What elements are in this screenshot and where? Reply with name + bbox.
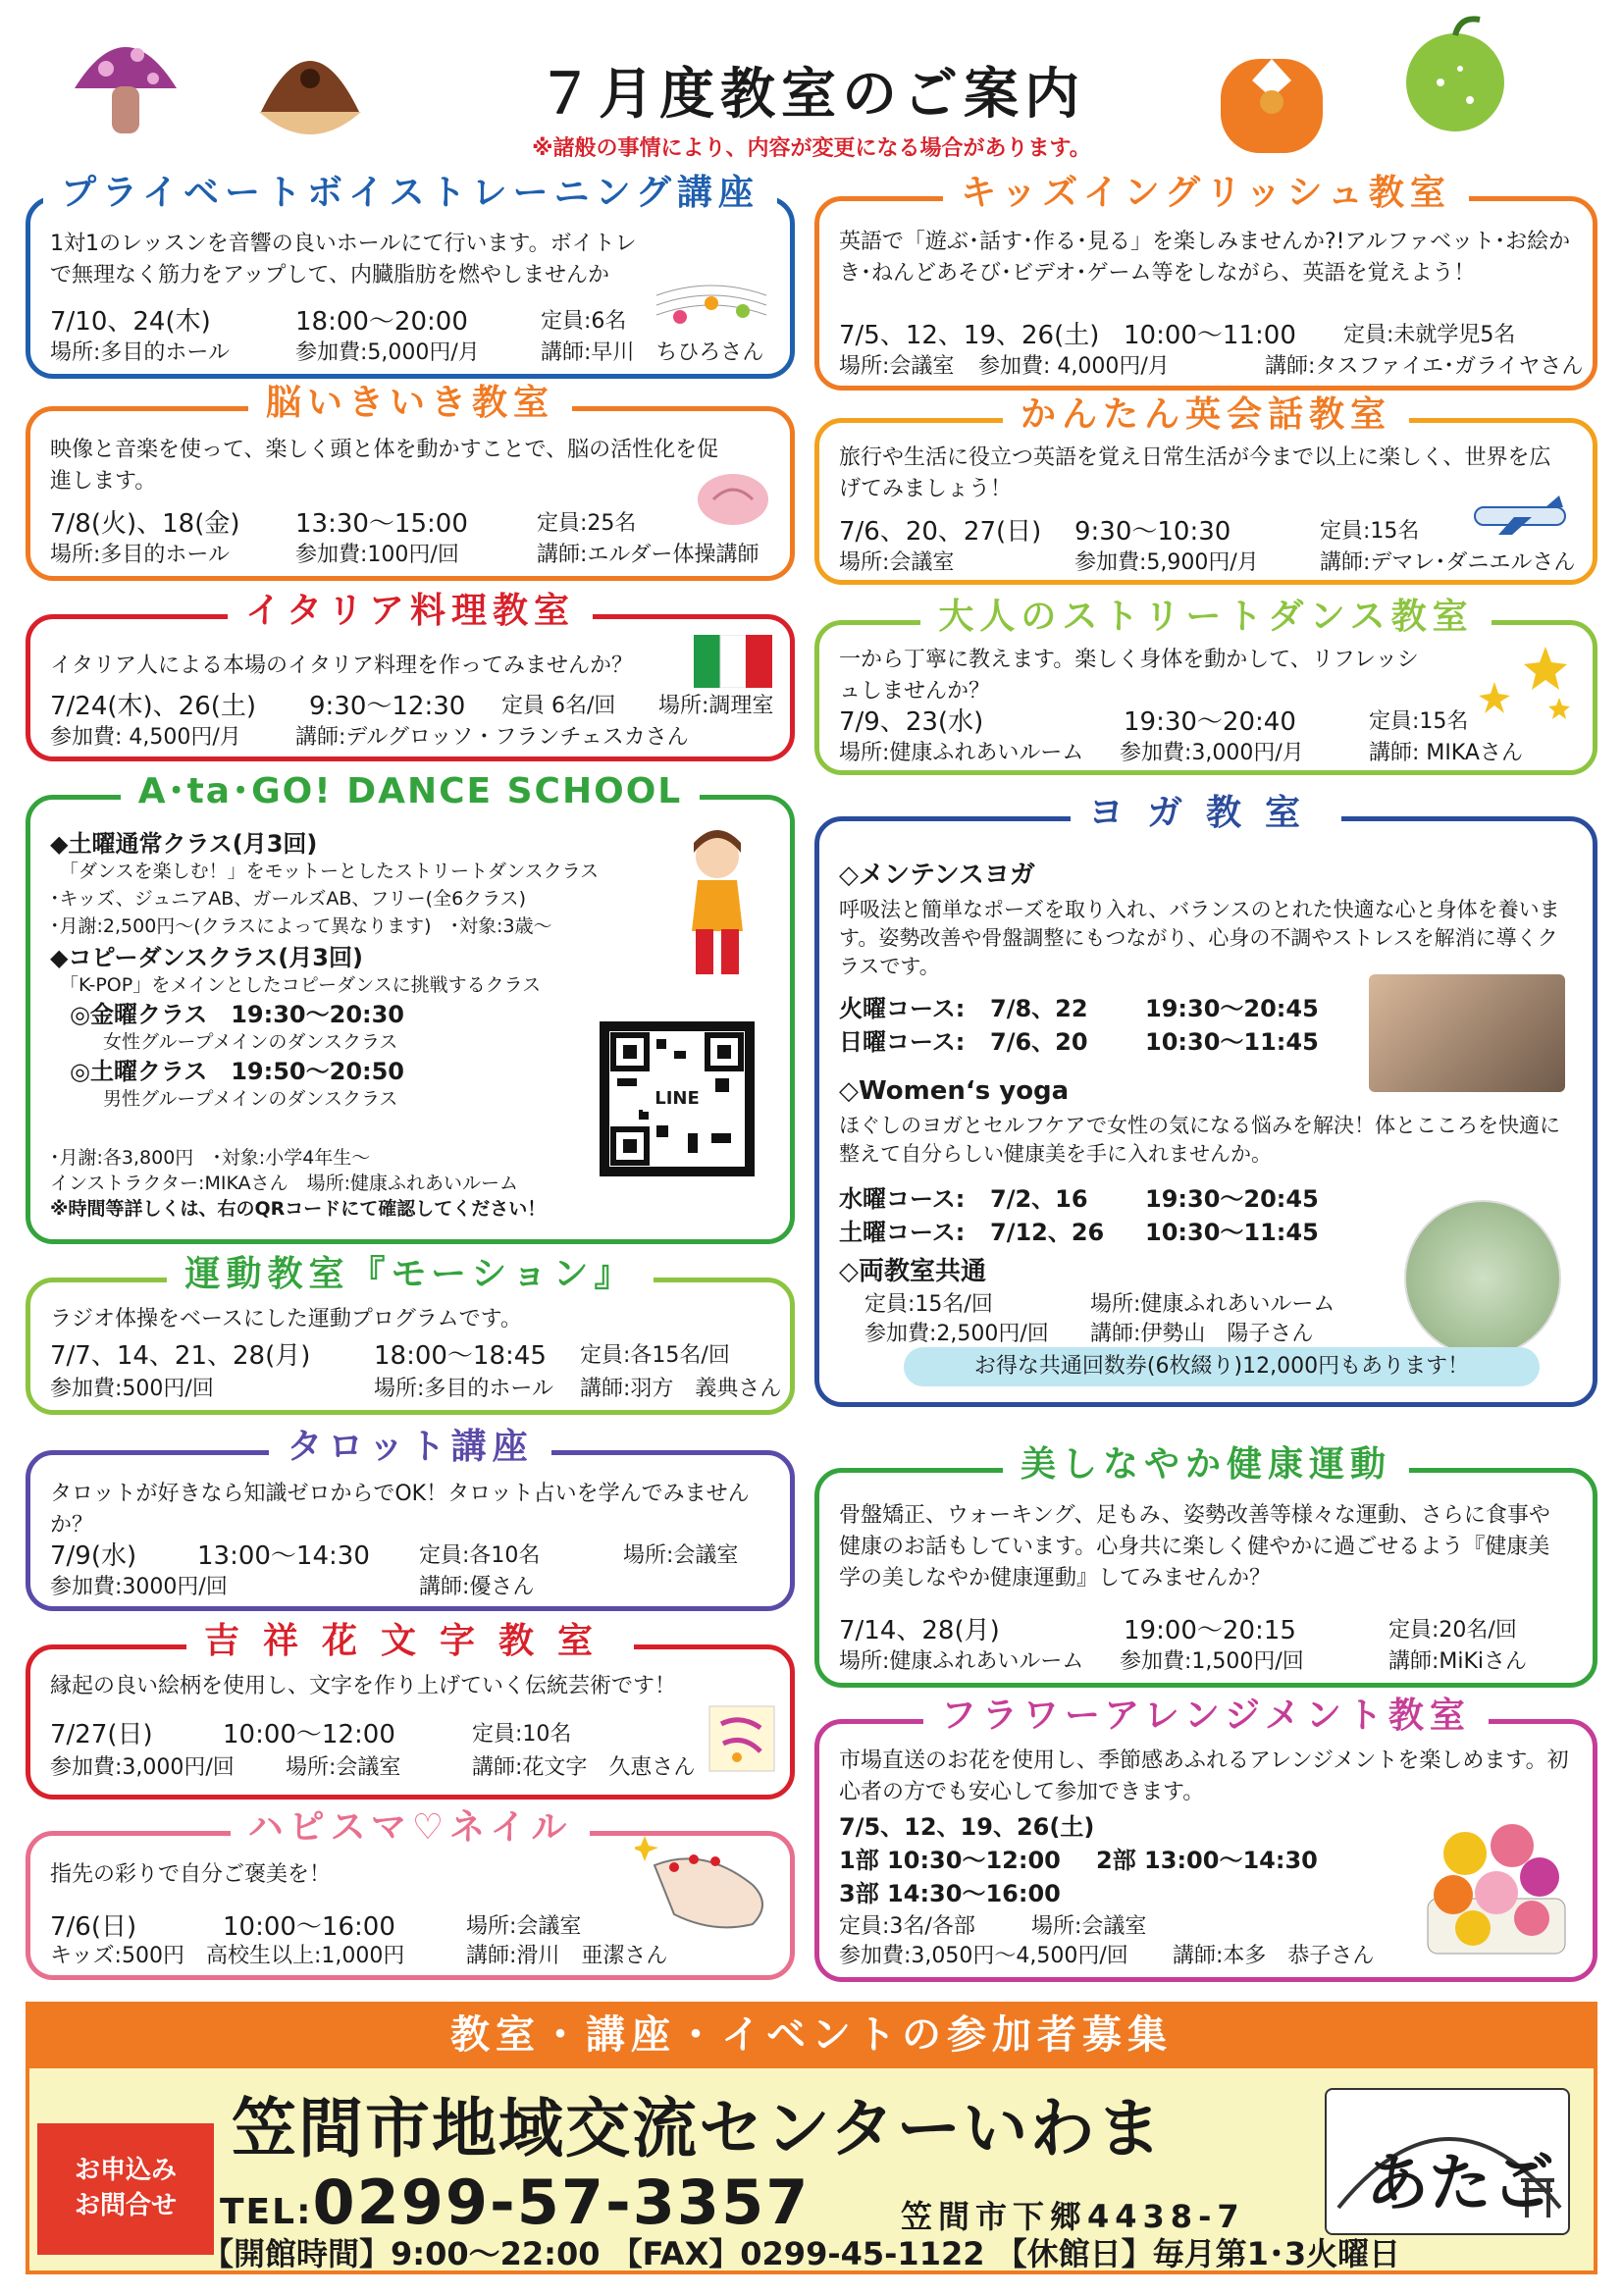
yoga-saturday-time: 10:30～11:45 [1145,1219,1319,1246]
motion-class-time: 18:00～18:45 [374,1341,547,1371]
kids-english-time: 10:00～11:00 [1124,321,1296,350]
yoga-maintenance-text: 呼吸法と簡単なポーズを取り入れ、バランスのとれた快適な心と身体を養います。姿勢改善や骨盤調整にもつながり、心身の不調やストレスを解消に導くクラスです。 [839,898,1560,978]
flower-session-3: 3部 14:30～16:00 [839,1880,1061,1907]
hanamoji-class-card [26,1621,795,1800]
kids-english-text: 英語で「遊ぶ･話す･作る･見る」を楽しみませんか?!アルファベット･お絵かき･ねんどあそび･ビデオ･ゲーム等をしながら、英語を覚えよう！ [839,230,1571,286]
open-hours-label: 【開館時間】 [202,2235,392,2272]
health-exercise-date: 7/14、28(月) [839,1616,1000,1645]
dance-fee: ･月謝:各3,800円 ･対象:小学4年生～ [50,1147,371,1169]
dance-saturday-desc: 男性グループメインのダンスクラス [103,1088,398,1110]
hanamoji-class-text: 縁起の良い絵柄を使用し、文字を作り上げていく伝統芸術です！ [50,1674,677,1698]
tel-value: 0299-57-3357 [312,2166,811,2238]
motion-class-text: ラジオ体操をベースにした運動プログラムです。 [50,1307,522,1331]
yoga-sunday-time: 10:30～11:45 [1145,1028,1319,1056]
brain-class-card [26,383,795,581]
womens-yoga-text: ほぐしのヨガとセルフケアで女性の気になる悩みを解決！体とこころを快適に整えて自分らしい健康美を手に入れませんか。 [839,1114,1560,1166]
nail-class-title: ハピスマ♡ネイル [231,1807,591,1848]
health-exercise-text: 骨盤矯正、ウォーキング、足もみ、姿勢改善等様々な運動、さらに食事や健康のお話もしています。心身共に楽しく健やかに過ごせるよう『健康美学の美しなやか健康運動』してみませんか？ [839,1503,1550,1591]
yoga-tuesday-time: 19:30～20:45 [1145,995,1319,1022]
airplane-icon [1469,494,1573,537]
voice-training-time: 18:00～20:00 [295,307,468,337]
nail-class-date: 7/6(日) [50,1912,137,1942]
yoga-tuesday-dates: 7/8、22 [990,995,1088,1022]
tarot-class-capacity: 定員:各10名 [419,1543,541,1568]
center-name: 笠間市地域交流センターいわま [232,2091,1164,2166]
english-conversation-card [814,394,1597,585]
dance-school-title: A･ta･GO! DANCE SCHOOL [121,771,701,811]
qr-line-label: LINE [643,1086,711,1112]
health-exercise-teacher: 講師:MiKiさん [1388,1649,1528,1674]
center-address: 笠間市下郷4438-7 [901,2198,1245,2235]
tarot-class-fee: 参加費:3000円/回 [50,1575,228,1599]
dance-copy-heading: ◆コピーダンスクラス(月3回) [50,944,363,971]
music-notes-icon [653,266,770,335]
street-dance-time: 19:30～20:40 [1124,707,1296,737]
english-conversation-date: 7/6、20、27(日) [839,517,1042,547]
english-conversation-text: 旅行や生活に役立つ英語を覚え日常生活が今まで以上に楽しく、世界を広げてみましょう！ [839,445,1551,501]
womens-yoga-heading: ◇Women‘s yoga [839,1076,1070,1106]
voice-training-place: 場所:多目的ホール [50,340,230,365]
dance-regular-line3: ･月謝:2,500円～(クラスによって異なります) ･対象:3歳～ [50,915,552,937]
voice-training-fee: 参加費:5,000円/月 [295,340,480,365]
hanamoji-class-teacher: 講師:花文字 久恵さん [472,1755,696,1780]
recruitment-banner: 教室・講座・イベントの参加者募集 [26,2002,1597,2068]
dance-saturday-class: ◎土曜クラス 19:50～20:50 [70,1058,405,1085]
dance-regular-heading: ◆土曜通常クラス(月3回) [50,830,318,858]
motion-class-date: 7/7、14、21、28(月) [50,1341,311,1371]
contact-label-apply: お申込み [74,2156,177,2185]
kids-english-title: キッズイングリッシュ教室 [943,173,1469,213]
motion-class-capacity: 定員:各15名/回 [580,1343,730,1368]
flower-arrangement-date: 7/5、12、19、26(土) [839,1813,1095,1841]
dance-regular-line2: ･キッズ、ジュニアAB、ガールズAB、フリー(全6クラス) [50,888,527,910]
street-dance-title: 大人のストリートダンス教室 [920,597,1491,637]
italian-cooking-place: 場所:調理室 [658,694,774,718]
kids-english-place: 場所:会議室 [839,354,955,379]
brain-class-fee: 参加費:100円/回 [295,543,459,567]
mushroom-icon [67,26,184,139]
hanamoji-class-date: 7/27(日) [50,1720,153,1749]
yoga-sunday-dates: 7/6、20 [990,1028,1088,1056]
health-exercise-title: 美しなやか健康運動 [1003,1444,1409,1485]
flower-session-2: 2部 13:00～14:30 [1096,1847,1318,1874]
dance-instructor: インストラクター:MIKAさん 場所:健康ふれあいルーム [50,1173,518,1194]
english-conversation-time: 9:30～10:30 [1074,517,1231,547]
nail-class-fee: キッズ:500円 高校生以上:1,000円 [50,1944,405,1968]
hanamoji-class-place: 場所:会議室 [286,1755,401,1780]
yoga-wednesday-dates: 7/2、16 [990,1185,1088,1213]
contact-label-inquiry: お問合せ [74,2191,177,2220]
yoga-common-heading: ◇両教室共通 [839,1257,986,1286]
nail-class-card [26,1807,795,1980]
dance-copy-line: 「K-POP」をメインとしたコピーダンスに挑戦するクラス [60,974,542,996]
hanamoji-class-fee: 参加費:3,000円/回 [50,1755,235,1780]
street-dance-teacher: 講師: MIKAさん [1369,741,1523,765]
motion-class-fee: 参加費:500円/回 [50,1377,214,1401]
flower-session-1: 1部 10:30～12:00 [839,1847,1061,1874]
tarot-class-text: タロットが好きなら知識ゼロからでOK！タロット占いを学んでみませんか？ [50,1482,750,1538]
hanamoji-class-capacity: 定員:10名 [472,1722,572,1747]
dance-friday-desc: 女性グループメインのダンスクラス [103,1031,398,1053]
yoga-capacity: 定員:15名/回 [864,1292,993,1317]
yoga-wednesday-label: 水曜コース: [839,1185,966,1213]
voice-training-date: 7/10、24(木) [50,307,211,337]
nail-class-time: 10:00～16:00 [223,1912,395,1942]
atago-logo [1325,2088,1570,2235]
nail-class-teacher: 講師:滑川 亜潔さん [466,1944,668,1968]
italian-cooking-teacher: 講師:デルグロッソ・フランチェスカさん [295,725,689,750]
voice-training-card [26,173,795,379]
motion-class-teacher: 講師:羽方 義典さん [580,1377,782,1401]
change-notice: ※諸般の事情により、内容が変更になる場合があります。 [532,136,1091,161]
yoga-class-title: ヨガ教室 [1071,793,1341,833]
flower-capacity: 定員:3名/各部 [839,1914,975,1939]
tarot-class-teacher: 講師:優さん [419,1575,535,1599]
brain-class-time: 13:30～15:00 [295,509,468,539]
voice-training-title: プライベートボイストレーニング講座 [43,173,777,213]
fax-number: 0299-45-1122 [740,2235,985,2272]
italian-cooking-card [26,591,795,761]
health-exercise-place: 場所:健康ふれあいルーム [839,1649,1084,1674]
english-conversation-title: かんたん英会話教室 [1003,394,1409,435]
hanamoji-artwork-icon [707,1704,776,1773]
motion-class-card [26,1254,795,1415]
hanamoji-class-time: 10:00～12:00 [223,1720,395,1749]
flower-arrangement-text: 市場直送のお花を使用し、季節感あふれるアレンジメントを楽しめます。初心者の方でも安心して参加できます。 [839,1748,1569,1804]
flower-bouquet-icon [1418,1804,1575,1961]
italian-cooking-capacity: 定員 6名/回 [501,694,616,718]
brain-class-teacher: 講師:エルダー体操講師 [537,543,759,567]
brain-class-text: 映像と音楽を使って、楽しく頭と体を動かすことで、脳の活性化を促進します。 [50,438,719,494]
yoga-coupon-banner: お得な共通回数券(6枚綴り)12,000円もあります！ [904,1347,1540,1386]
kids-english-teacher: 講師:タスファイエ･ガライヤさん [1265,354,1584,379]
street-dance-text: 一から丁寧に教えます。楽しく身体を動かして、リフレッシュしませんか？ [839,648,1419,704]
tarot-class-date: 7/9(水) [50,1541,137,1571]
yoga-saturday-dates: 7/12、26 [990,1219,1105,1246]
yoga-class-card [814,793,1597,1407]
flower-arrangement-title: フラワーアレンジメント教室 [923,1696,1489,1736]
english-conversation-teacher: 講師:デマレ･ダニエルさん [1320,550,1576,575]
tarot-class-place: 場所:会議室 [623,1543,739,1568]
yoga-tuesday-label: 火曜コース: [839,995,966,1022]
chestnut-icon [251,39,369,147]
english-conversation-fee: 参加費:5,900円/月 [1074,550,1259,575]
dancer-girl-icon [658,823,776,980]
yoga-teacher: 講師:伊勢山 陽子さん [1090,1322,1314,1346]
voice-training-capacity: 定員:6名 [541,309,627,334]
italian-cooking-text: イタリア人による本場のイタリア料理を作ってみませんか？ [50,653,634,678]
street-dance-card [814,597,1597,775]
brain-class-date: 7/8(火)、18(金) [50,509,240,539]
opening-info [29,2229,1601,2274]
street-dance-fee: 参加費:3,000円/月 [1120,741,1304,765]
closed-day: 毎月第1･3火曜日 [1152,2235,1401,2272]
flower-arrangement-card [814,1696,1597,1982]
yoga-class-photo [1369,974,1565,1092]
italian-cooking-date: 7/24(木)、26(土) [50,692,257,721]
brain-class-capacity: 定員:25名 [537,511,637,536]
flower-teacher: 講師:本多 恭子さん [1173,1944,1375,1968]
hanamoji-class-title: 吉祥花文字教室 [186,1621,634,1661]
yoga-wednesday-time: 19:30～20:45 [1145,1185,1319,1213]
dance-regular-line1: 「ダンスを楽しむ！」をモットーとしたストリートダンスクラス [60,861,600,882]
flower-place: 場所:会議室 [1031,1914,1147,1939]
street-dance-date: 7/9、23(水) [839,707,984,737]
stars-icon [1471,643,1579,725]
apple-icon [1401,14,1509,135]
brain-class-place: 場所:多目的ホール [50,543,230,567]
tarot-class-time: 13:00～14:30 [197,1541,370,1571]
yoga-place: 場所:健康ふれあいルーム [1090,1292,1335,1317]
street-dance-place: 場所:健康ふれあいルーム [839,741,1084,765]
street-dance-capacity: 定員:15名 [1369,709,1469,734]
voice-training-text: 1対1のレッスンを音響の良いホールにて行います。ボイトレで無理なく筋力をアップして、内臓脂肪を燃やしませんか [50,232,637,287]
italian-cooking-time: 9:30～12:30 [309,692,466,721]
tarot-class-card [26,1427,795,1611]
brain-class-title: 脳いきいき教室 [248,383,572,423]
motion-class-place: 場所:多目的ホール [374,1377,553,1401]
page-title: ７月度教室のご案内 [538,63,1085,127]
health-exercise-time: 19:00～20:15 [1124,1616,1296,1645]
italian-cooking-fee: 参加費: 4,500円/月 [50,725,241,750]
flower-fee: 参加費:3,050円～4,500円/回 [839,1944,1128,1968]
open-hours: 9:00～22:00 [391,2235,601,2272]
italy-flag-icon [694,635,772,688]
kids-english-capacity: 定員:未就学児5名 [1343,323,1516,347]
italian-cooking-title: イタリア料理教室 [228,591,593,631]
health-exercise-card [814,1444,1597,1688]
persimmon-icon [1213,51,1331,159]
contact-footer [26,2068,1597,2274]
yoga-maintenance-heading: ◇メンテンスヨガ [839,861,1035,890]
motion-class-title: 運動教室『モーション』 [167,1254,653,1294]
kids-english-fee: 参加費: 4,000円/月 [978,354,1170,379]
brain-icon [694,470,772,529]
tel-label: TEL: [220,2192,313,2232]
line-qr-code[interactable] [600,1021,755,1176]
english-conversation-place: 場所:会議室 [839,550,955,575]
dance-school-card [26,771,795,1244]
closed-day-label: 【休館日】 [995,2235,1153,2272]
health-exercise-fee: 参加費:1,500円/回 [1120,1649,1304,1674]
logo-text: あたご [1366,2147,1554,2220]
nail-class-place: 場所:会議室 [466,1914,582,1939]
kids-english-card [814,173,1597,391]
tarot-class-title: タロット講座 [269,1427,550,1467]
dance-note: ※時間等詳しくは、右のQRコードにて確認してください！ [50,1198,547,1220]
yoga-sunday-label: 日曜コース: [839,1028,966,1056]
kids-english-date: 7/5、12、19、26(土) [839,321,1100,350]
yoga-fee: 参加費:2,500円/回 [864,1322,1049,1346]
dance-friday-class: ◎金曜クラス 19:30～20:30 [70,1001,405,1028]
voice-training-teacher: 講師:早川 ちひろさん [541,340,764,365]
fax-label: 【FAX】 [610,2235,741,2272]
english-conversation-capacity: 定員:15名 [1320,519,1420,544]
yoga-saturday-label: 土曜コース: [839,1219,966,1246]
phone-number[interactable] [220,2166,810,2238]
nail-hand-icon [635,1826,782,1944]
health-exercise-capacity: 定員:20名/回 [1388,1618,1517,1643]
nail-class-text: 指先の彩りで自分ご褒美を！ [50,1862,332,1887]
